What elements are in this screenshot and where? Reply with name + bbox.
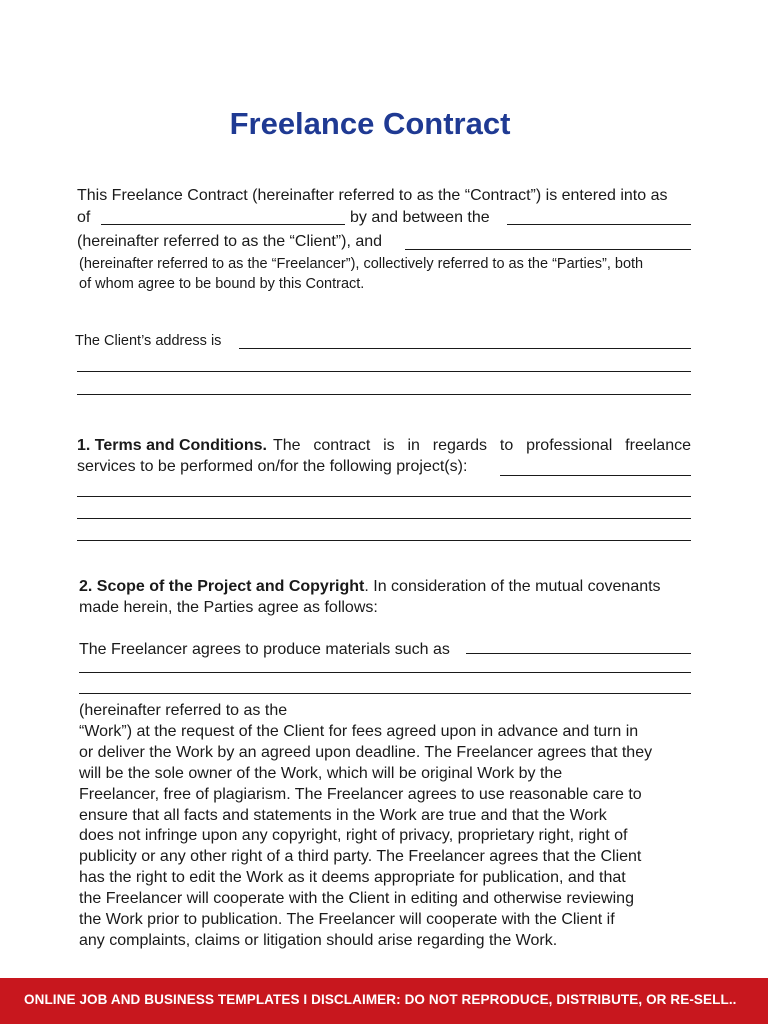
section-1-text-line-2: services to be performed on/for the following project(s): [77,458,468,475]
address-blank-line-3[interactable] [77,394,691,395]
footer-disclaimer-bar [0,978,768,1024]
project-blank-line-2[interactable] [77,496,691,497]
section-2-text-line-2: made herein, the Parties agree as follows: [79,599,378,616]
date-blank-line[interactable] [101,224,345,225]
address-blank-line-2[interactable] [77,371,691,372]
section-2-line-1 [79,576,661,597]
address-blank-line-1[interactable] [239,348,691,349]
intro-client-label: (hereinafter referred to as the “Client”), and [77,233,383,250]
section-1-line-1 [77,435,691,456]
materials-label: The Freelancer agrees to produce materials such as [79,641,450,658]
intro-line-1: This Freelance Contract (hereinafter referred to as the “Contract”) is entered into as [77,187,668,204]
project-blank-line-1[interactable] [500,475,691,476]
project-blank-line-4[interactable] [77,540,691,541]
section-2-text-line-1: . In consideration of the mutual covenants [364,578,661,595]
intro-between-label: by and between the [350,209,490,226]
materials-blank-line-1[interactable] [466,653,691,654]
section-1-text-line-1: The contract is in regards to professional freelance [272,437,691,454]
client-name-blank-line[interactable] [507,224,691,225]
intro-freelancer-line-1: (hereinafter referred to as the “Freelancer”), collectively referred to as the “Parties”, both [79,256,644,272]
document-title: Freelance Contract [229,106,511,141]
materials-blank-line-3[interactable] [79,693,691,694]
project-blank-line-3[interactable] [77,518,691,519]
intro-freelancer-line-2: of whom agree to be bound by this Contract. [79,276,365,292]
section-1-heading: 1. Terms and Conditions. [77,437,267,454]
work-terms-paragraph: (hereinafter referred to as the “Work”) at the request of the Client for fees agreed upon in advance and turn in or deliver the Work by an agreed upon deadline. The Freelancer agrees that they will be the sole owner of the Work, which will be original Work by the Freelancer, free of plagiarism. The Freelancer agrees to use reasonable care to ensure that all facts and statements in the Work are true and that the Work does not infringe upon any copyright, right of privacy, proprietary right, right of publicity or any other right of a third party. The Freelancer agrees that the Client has the right to edit the Work as it deems appropriate for publication, and that the Freelancer will cooperate with the Client in editing and otherwise reviewing the Work prior to publication. The Freelancer will cooperate with the Client if any complaints, claims or litigation should arise regarding the Work. [79,702,653,949]
materials-blank-line-2[interactable] [79,672,691,673]
footer-disclaimer-text: ONLINE JOB AND BUSINESS TEMPLATES I DISCLAIMER: DO NOT REPRODUCE, DISTRIBUTE, OR RE-SELL.. [24,992,737,1007]
freelancer-name-blank-line[interactable] [405,249,691,250]
address-label: The Client’s address is [75,333,222,349]
intro-of-label: of [77,209,91,226]
section-2-heading: 2. Scope of the Project and Copyright [79,578,365,595]
